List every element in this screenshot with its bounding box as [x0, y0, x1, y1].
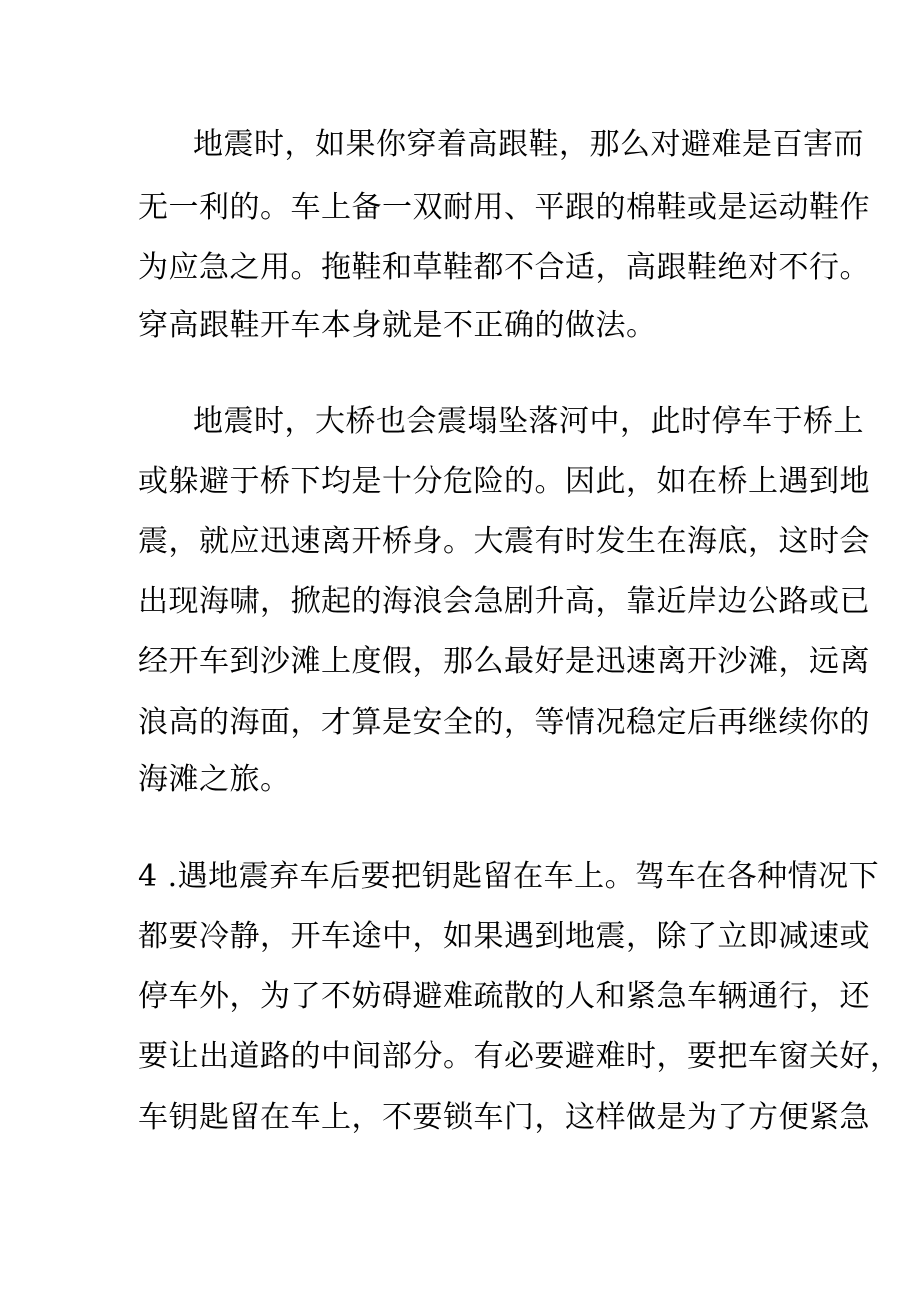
text-line: 车钥匙留在车上，不要锁车门，这样做是为了方便紧急	[138, 1100, 870, 1135]
text-line: 无一利的。车上备一双耐用、平跟的棉鞋或是运动鞋作	[138, 190, 870, 225]
text-line: 穿高跟鞋开车本身就是不正确的做法。	[138, 308, 657, 343]
text-line: 或躲避于桥下均是十分危险的。因此，如在桥上遇到地	[138, 464, 870, 499]
text-line: 浪高的海面，才算是安全的，等情况稳定后再继续你的	[138, 705, 870, 740]
text-line: 4 .遇地震弃车后要把钥匙留在车上。驾车在各种情况下	[138, 859, 880, 894]
text-line: 都要冷静，开车途中，如果遇到地震，除了立即减速或	[138, 919, 870, 954]
text-line: 震，就应迅速离开桥身。大震有时发生在海底，这时会	[138, 524, 870, 559]
text-line: 为应急之用。拖鞋和草鞋都不合适，高跟鞋绝对不行。	[138, 250, 870, 285]
text-line: 出现海啸，掀起的海浪会急剧升高，靠近岸边公路或已	[138, 584, 870, 619]
text-line: 海滩之旅。	[138, 762, 291, 797]
text-line: 要让出道路的中间部分。有必要避难时，要把车窗关好，	[138, 1039, 901, 1074]
text-line: 停车外，为了不妨碍避难疏散的人和紧急车辆通行，还	[138, 979, 870, 1014]
text-line: 地震时，如果你穿着高跟鞋，那么对避难是百害而	[193, 127, 864, 162]
text-line: 地震时，大桥也会震塌坠落河中，此时停车于桥上	[193, 404, 864, 439]
text-line: 经开车到沙滩上度假，那么最好是迅速离开沙滩，远离	[138, 644, 870, 679]
